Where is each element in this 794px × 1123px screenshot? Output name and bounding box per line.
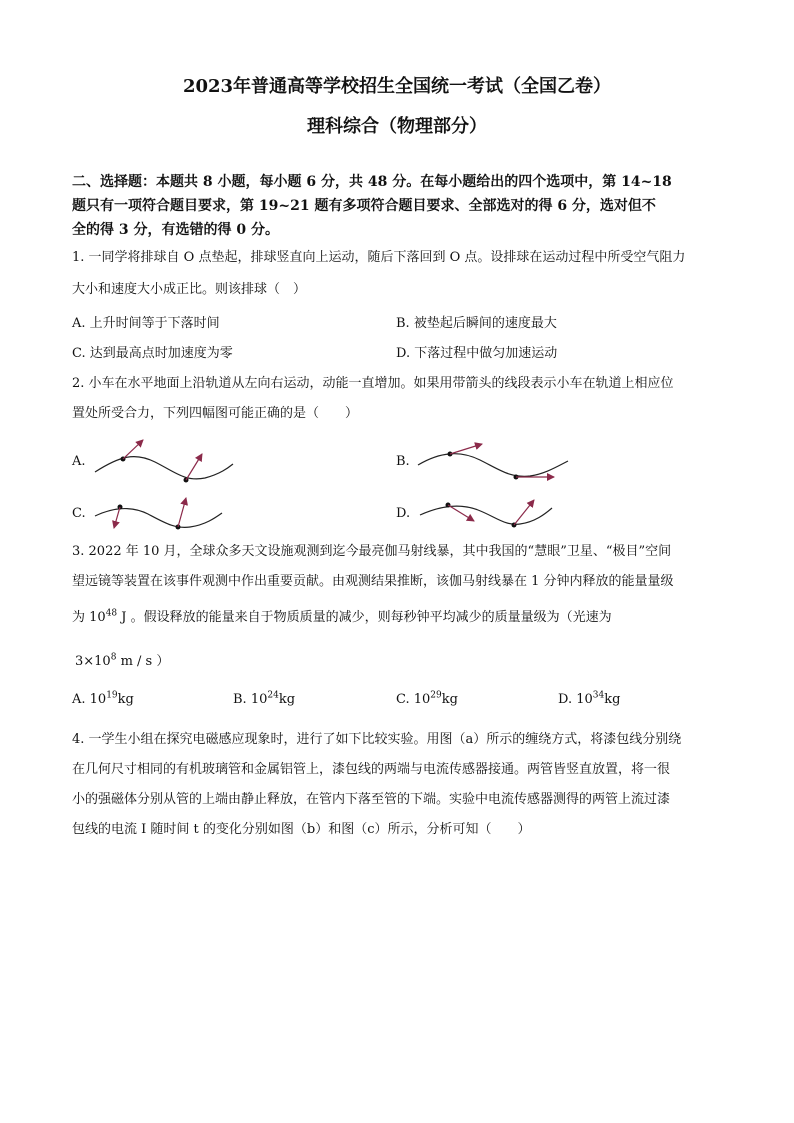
q3-option-c-unit: kg (441, 692, 458, 707)
q2-stem-line2: 置处所受合力，下列四幅图可能正确的是（ ） (72, 406, 359, 421)
q4-stem-line4: 包线的电流 I 随时间 t 的变化分别如图（b）和图（c）所示，分析可知（ ） (72, 822, 531, 837)
section-header-line1: 二、选择题：本题共 8 小题，每小题 6 分，共 48 分。在每小题给出的四个选项中，第 14~18 (72, 174, 672, 190)
force-arrow-a2 (186, 454, 202, 480)
q3-line3-post: J 。假设释放的能量来自于物质质量的减少，则每秒钟平均减少的质量量级为（光速为 (117, 610, 612, 625)
q3-line3-exp: 48 (105, 608, 118, 619)
q3-stem-line4 (75, 652, 735, 672)
track-curve-d (420, 506, 552, 524)
q2-diagram-c (95, 498, 222, 530)
q3-option-c[interactable] (396, 692, 458, 707)
section-header-line3: 全的得 3 分，有选错的得 0 分。 (72, 222, 279, 238)
q3-option-d[interactable] (558, 692, 620, 707)
force-arrow-c2 (178, 498, 186, 527)
q2-diagram-a (95, 440, 233, 483)
section-header-line2: 题只有一项符合题目要求，第 19~21 题有多项符合题目要求、全部选对的得 6 分，选对但不 (72, 198, 656, 214)
q3-line4-pre: 3×10 (75, 654, 111, 669)
q3-stem-line3 (72, 608, 732, 628)
q3-option-a[interactable] (72, 692, 134, 707)
q1-stem-line2: 大小和速度大小成正比。则该排球（ ） (72, 282, 307, 297)
q2-stem-line1: 2. 小车在水平地面上沿轨道从左向右运动，动能一直增加。如果用带箭头的线段表示小车在轨道上相应位 (72, 376, 674, 391)
q3-stem-line2: 望远镜等装置在该事件观测中作出重要贡献。由观测结果推断，该伽马射线暴在 1 分钟内释放的能量量级 (72, 574, 674, 589)
q3-option-b[interactable] (233, 692, 295, 707)
q1-option-d[interactable]: D. 下落过程中做匀加速运动 (396, 346, 558, 361)
q1-option-c[interactable]: C. 达到最高点时加速度为零 (72, 346, 233, 361)
q3-option-c-base: C. 10 (396, 692, 431, 707)
q3-option-d-exp: 34 (592, 690, 605, 701)
q1-stem-line1: 1. 一同学将排球自 O 点垫起，排球竖直向上运动，随后下落回到 O 点。设排球在运动过程中所受空气阻力 (72, 250, 686, 265)
q3-option-d-unit: kg (604, 692, 621, 707)
q3-option-a-unit: kg (117, 692, 134, 707)
q3-option-d-base: D. 10 (558, 692, 593, 707)
q3-line4-exp: 8 (110, 652, 117, 663)
q3-option-b-base: B. 10 (233, 692, 268, 707)
q3-line4-post: m / s ） (116, 654, 170, 669)
force-arrow-c1 (114, 507, 120, 528)
q2-label-a[interactable]: A. (72, 454, 86, 469)
q2-label-c[interactable]: C. (72, 506, 86, 521)
q2-label-b[interactable]: B. (396, 454, 410, 469)
q4-stem-line1: 4. 一学生小组在探究电磁感应现象时，进行了如下比较实验。用图（a）所示的缠绕方式，将漆包线分别绕 (72, 732, 682, 747)
q3-stem-line1: 3. 2022 年 10 月，全球众多天文设施观测到迄今最亮伽马射线暴，其中我国的“慧眼”卫星、“极目”空间 (72, 544, 672, 559)
q2-diagram-b (418, 444, 568, 480)
q3-option-a-base: A. 10 (72, 692, 107, 707)
q2-label-d[interactable]: D. (396, 506, 411, 521)
track-curve-b (418, 454, 568, 477)
q3-option-a-exp: 19 (106, 690, 118, 701)
track-curve-c (95, 508, 222, 527)
q4-stem-line2: 在几何尺寸相同的有机玻璃管和金属铝管上，漆包线的两端与电流传感器接通。两管皆竖直放置，将一很 (72, 762, 671, 777)
q3-option-b-exp: 24 (267, 690, 279, 701)
force-arrow-b1 (450, 444, 482, 454)
exam-title: 2023年普通高等学校招生全国统一考试（全国乙卷） (182, 76, 612, 97)
q1-option-a[interactable]: A. 上升时间等于下落时间 (72, 316, 220, 331)
q3-option-b-unit: kg (278, 692, 296, 707)
q1-option-b[interactable]: B. 被垫起后瞬间的速度最大 (396, 316, 557, 331)
exam-subtitle: 理科综合（物理部分） (307, 116, 487, 137)
q2-diagram-d (420, 500, 552, 528)
q3-line3-pre: 为 10 (72, 610, 106, 625)
q4-stem-line3: 小的强磁体分别从管的上端由静止释放，在管内下落至管的下端。实验中电流传感器测得的两管上流过漆 (72, 792, 671, 807)
q3-option-c-exp: 29 (430, 690, 442, 701)
track-curve-a (95, 457, 233, 479)
